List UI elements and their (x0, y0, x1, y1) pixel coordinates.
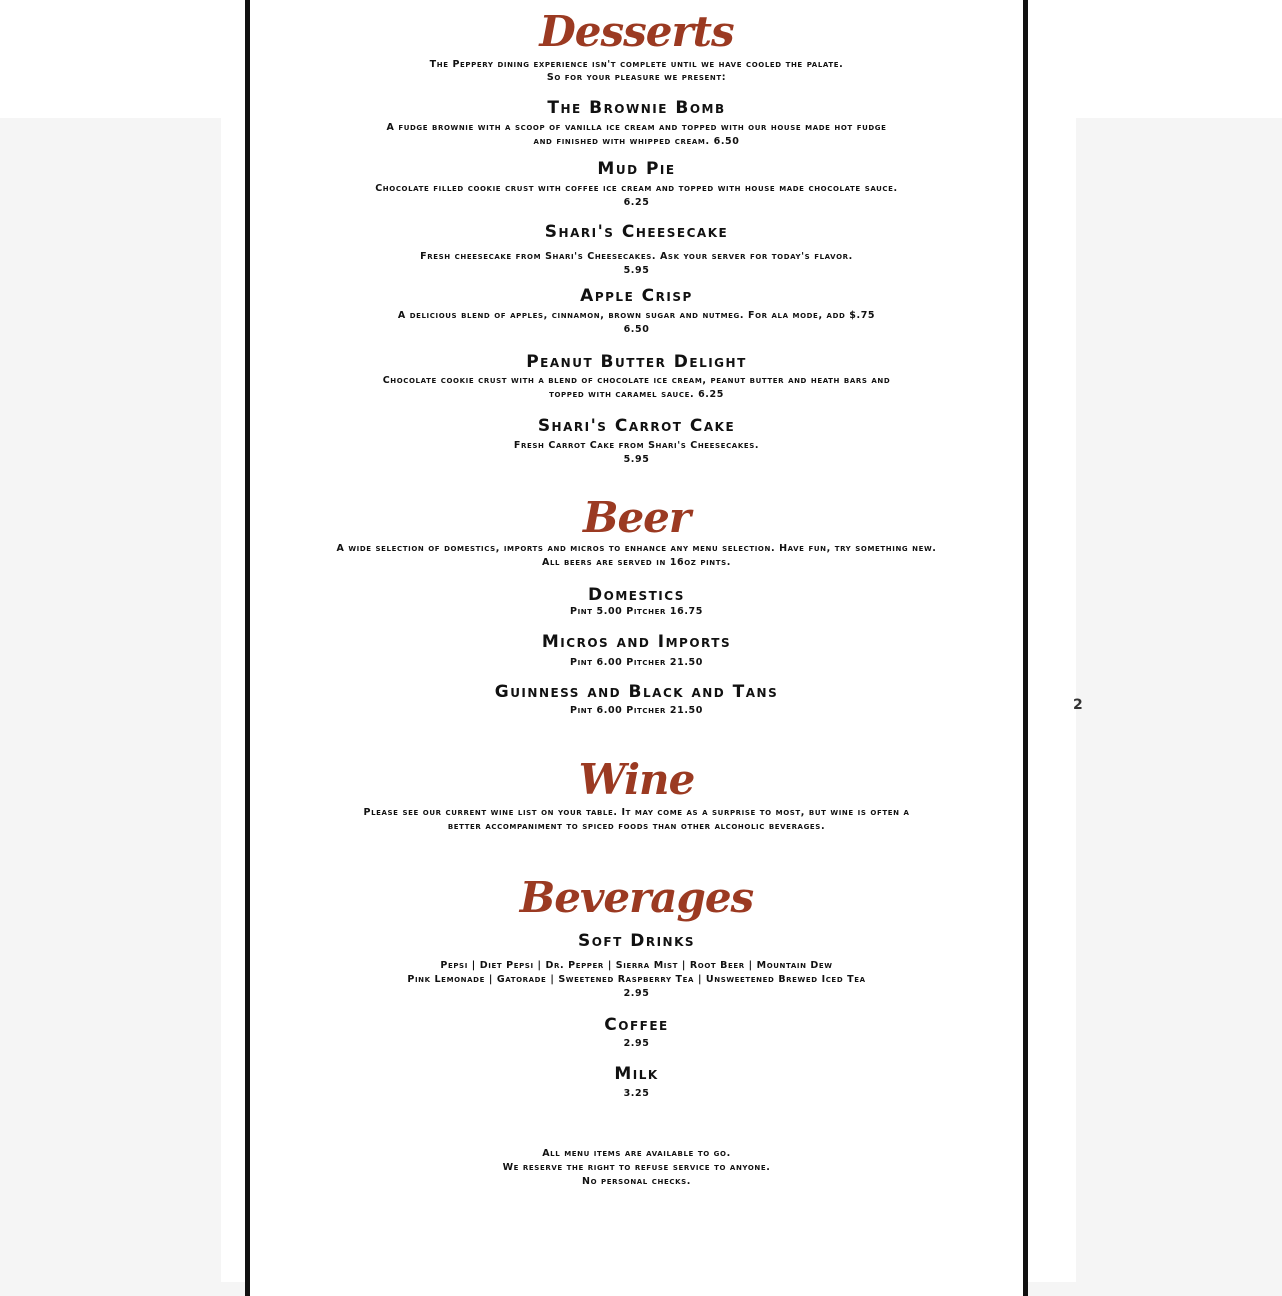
soft-drinks-list-1: Pepsi | Diet Pepsi | Dr. Pepper | Sierra Mist | Root Beer | Mountain Dew (440, 960, 833, 971)
dessert-item-desc: Fresh cheesecake from Shari's Cheesecakes. Ask your server for today's flavor. (420, 251, 853, 262)
beer-intro-2: All beers are served in 16oz pints. (542, 557, 731, 568)
dessert-item-price: 5.95 (623, 454, 650, 465)
desserts-heading: Desserts (539, 7, 734, 56)
beer-item-name: Micros and Imports (541, 632, 732, 652)
dessert-item-desc: Chocolate cookie crust with a blend of chocolate ice cream, peanut butter and heath bars and (382, 375, 891, 386)
dessert-item-name: The Brownie Bomb (547, 98, 726, 118)
edge-glyph: 2 (1073, 697, 1083, 713)
menu-content (250, 0, 1023, 1278)
dessert-item-desc: Chocolate filled cookie crust with coffee ice cream and topped with house made chocolate sauce. (375, 183, 898, 194)
beverage-item-price: 2.95 (623, 988, 650, 999)
dessert-item-price: 6.50 (623, 324, 650, 335)
beverage-item-name: Soft Drinks (577, 931, 696, 951)
footer-line-3: No personal checks. (582, 1176, 691, 1187)
dessert-item-desc: A fudge brownie with a scoop of vanilla ice cream and topped with our house made hot fudge (386, 122, 887, 133)
dessert-item-desc: and finished with whipped cream. 6.50 (533, 136, 740, 147)
beer-item-price: Pint 6.00 Pitcher 21.50 (570, 705, 703, 716)
footer-line-2: We reserve the right to refuse service to anyone. (502, 1162, 771, 1173)
footer-line-1: All menu items are available to go. (542, 1148, 731, 1159)
beverage-item-name: Milk (614, 1064, 659, 1084)
dessert-item-price: 6.25 (623, 197, 650, 208)
soft-drinks-list-2: Pink Lemonade | Gatorade | Sweetened Raspberry Tea | Unsweetened Brewed Iced Tea (407, 974, 866, 985)
beer-item-name: Guinness and Black and Tans (494, 682, 779, 702)
beverage-item-price: 3.25 (623, 1088, 650, 1099)
wine-intro-2: better accompaniment to spiced foods than other alcoholic beverages. (447, 821, 826, 832)
beer-heading: Beer (582, 493, 691, 542)
wine-heading: Wine (578, 755, 695, 804)
dessert-item-name: Apple Crisp (580, 286, 693, 306)
dessert-item-name: Shari's Cheesecake (544, 222, 729, 242)
beer-item-price: Pint 5.00 Pitcher 16.75 (570, 606, 703, 617)
dessert-item-desc: topped with caramel sauce. 6.25 (549, 389, 724, 400)
beverages-heading: Beverages (519, 873, 754, 922)
beer-item-price: Pint 6.00 Pitcher 21.50 (570, 657, 703, 668)
dessert-item-desc: A delicious blend of apples, cinnamon, brown sugar and nutmeg. For ala mode, add $.75 (397, 310, 876, 321)
beverage-item-name: Coffee (604, 1015, 669, 1035)
beer-item-name: Domestics (588, 585, 685, 605)
dessert-item-price: 5.95 (623, 265, 650, 276)
menu-page (245, 0, 1028, 1296)
dessert-item-name: Peanut Butter Delight (526, 352, 747, 372)
desserts-intro-1: The Peppery dining experience isn't complete until we have cooled the palate. (429, 59, 844, 70)
desserts-intro-2: So for your pleasure we present: (546, 72, 727, 83)
dessert-item-name: Mud Pie (597, 159, 676, 179)
wine-intro-1: Please see our current wine list on your table. It may come as a surprise to most, but wine is often a (363, 807, 910, 818)
dessert-item-name: Shari's Carrot Cake (537, 416, 736, 436)
dessert-item-desc: Fresh Carrot Cake from Shari's Cheesecakes. (513, 440, 760, 451)
beer-intro-1: A wide selection of domestics, imports and micros to enhance any menu selection. Have fun, try something new. (336, 543, 937, 554)
beverage-item-price: 2.95 (623, 1038, 650, 1049)
